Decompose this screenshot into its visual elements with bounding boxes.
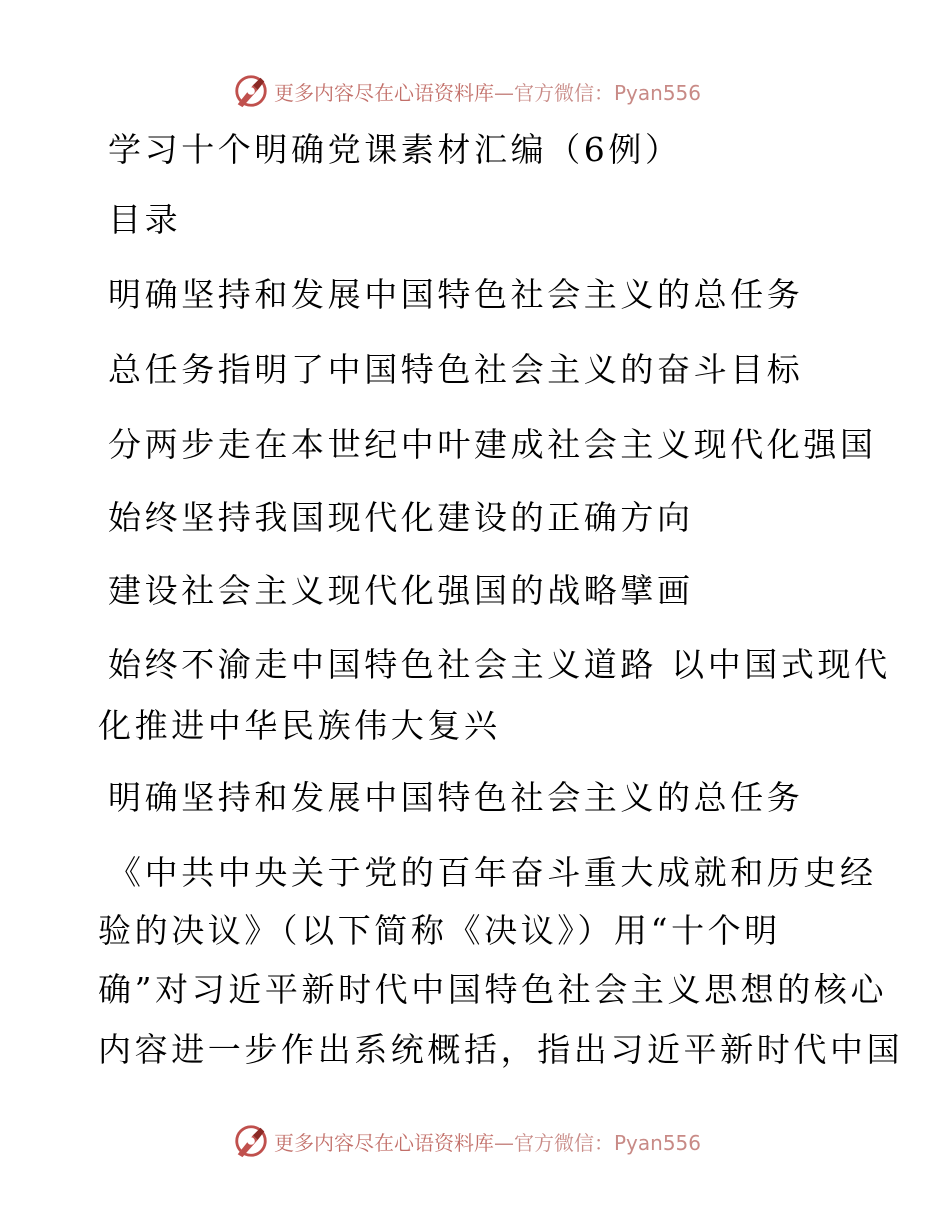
paragraph-line: 验的决议》（以下简称《决议》）用“十个明 — [98, 911, 781, 950]
toc-item-2: 总任务指明了中国特色社会主义的奋斗目标 — [108, 350, 804, 389]
pen-logo-icon — [232, 1122, 270, 1160]
paragraph-line: 确”对习近平新时代中国特色社会主义思想的核心 — [98, 970, 888, 1009]
toc-item-1: 明确坚持和发展中国特色社会主义的总任务 — [108, 275, 804, 314]
section-heading: 明确坚持和发展中国特色社会主义的总任务 — [108, 778, 804, 817]
toc-item-3: 分两步走在本世纪中叶建成社会主义现代化强国 — [108, 425, 877, 464]
toc-item-5: 建设社会主义现代化强国的战略擘画 — [108, 571, 694, 610]
paragraph-line: 内容进一步作出系统概括，指出习近平新时代中国 — [98, 1030, 904, 1069]
toc-item-6-line-1: 始终不渝走中国特色社会主义道路 以中国式现代 — [108, 645, 891, 684]
document-title: 学习十个明确党课素材汇编（6例） — [108, 130, 682, 169]
toc-item-6-line-2: 化推进中华民族伟大复兴 — [98, 706, 501, 745]
watermark-text: 更多内容尽在心语资料库—官方微信：Pyan556 — [274, 80, 702, 105]
toc-heading: 目录 — [108, 200, 182, 239]
header-watermark — [232, 71, 701, 111]
toc-item-4: 始终坚持我国现代化建设的正确方向 — [108, 498, 694, 537]
watermark-text: 更多内容尽在心语资料库—官方微信：Pyan556 — [274, 1130, 702, 1155]
pen-logo-icon — [232, 72, 270, 110]
footer-watermark — [232, 1121, 701, 1161]
paragraph-line: 《中共中央关于党的百年奋斗重大成就和历史经 — [108, 853, 877, 892]
